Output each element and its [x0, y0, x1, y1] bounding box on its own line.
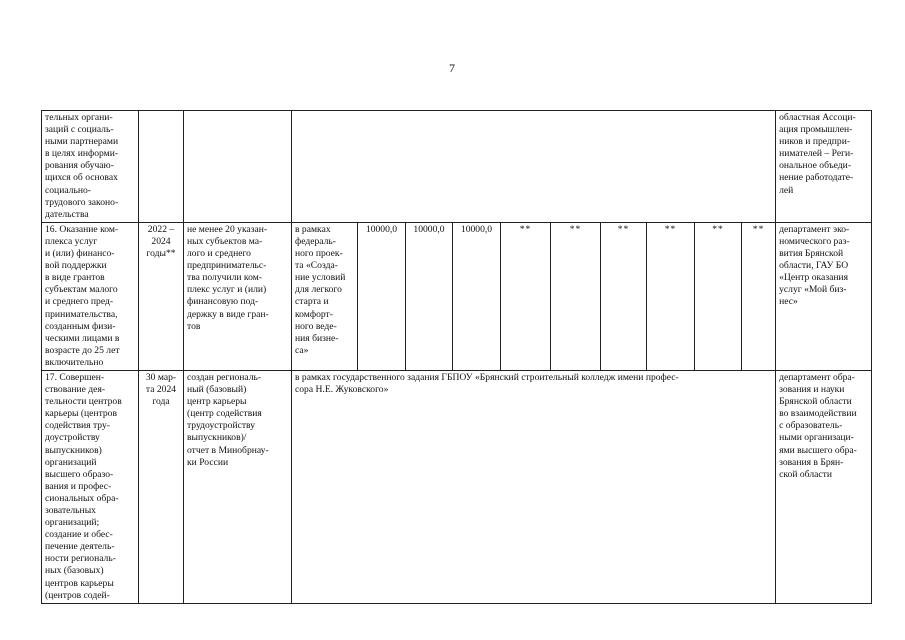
funding-value-cell: 10000,0 — [358, 222, 406, 370]
result-cell — [184, 111, 292, 223]
term-cell — [139, 111, 184, 223]
page-number: 7 — [449, 61, 455, 75]
funding-footnote-cell: ** — [695, 222, 742, 370]
measure-name-cell: тельных органи- заций с социаль- ными партнерами в целях информи- рования обучаю- щихся об основах социально- трудового законо- дательства — [42, 111, 139, 223]
term-cell: 2022 – 2024 годы** — [139, 222, 184, 370]
funding-footnote-cell: ** — [742, 222, 776, 370]
table-row — [42, 370, 872, 603]
responsible-cell: департамент эко- номического раз- вития Брянской области, ГАУ БО «Центр оказания услуг «Мой биз- нес» — [776, 222, 872, 370]
result-cell: создан региональ- ный (базовый) центр карьеры (центр содействия трудоустройству выпускников)/ отчет в Минобрнау- ки России — [184, 370, 292, 603]
source-cell — [292, 111, 776, 223]
funding-footnote-cell: ** — [601, 222, 647, 370]
measure-name-cell: 16. Оказание ком- плекса услуг и (или) финансо- вой поддержки в виде грантов субъектам малого и среднего пред- принимательства, созданным физи- ческими лицами в возрасте до 25 лет включительно — [42, 222, 139, 370]
funding-value-cell: 10000,0 — [453, 222, 501, 370]
table-row — [42, 111, 872, 223]
funding-value-cell: 10000,0 — [406, 222, 453, 370]
source-cell: в рамках государственного задания ГБПОУ «Брянский строительный колледж имени профес- сора Н.Е. Жуковского» — [292, 370, 776, 603]
funding-footnote-cell: ** — [551, 222, 601, 370]
funding-footnote-cell: ** — [647, 222, 695, 370]
funding-footnote-cell: ** — [501, 222, 551, 370]
responsible-cell: департамент обра- зования и науки Брянской области во взаимодействии с образователь- ными организаци- ями высшего обра- зования в Брян- ской области — [776, 370, 872, 603]
term-cell: 30 мар- та 2024 года — [139, 370, 184, 603]
table-row — [42, 222, 872, 370]
measures-table — [41, 110, 872, 604]
measure-name-cell: 17. Совершен- ствование дея- тельности центров карьеры (центров содействия тру- доустройству выпускников) организаций высшего образо- вания и профес- сиональных обра- зовательных организаций; создание и обес- печение деятель- ности региональ- ных (базовых) центров карьеры (центров содей- — [42, 370, 139, 603]
result-cell: не менее 20 указан- ных субъектов ма- лого и среднего предпринимательс- тва получили ком- плекс услуг и (или) финансовую под- держку в виде гран- тов — [184, 222, 292, 370]
responsible-cell: областная Ассоци- ация промышлен- ников и предпри- нимателей – Реги- ональное объеди- нение работодате- лей — [776, 111, 872, 223]
source-cell: в рамках федераль- ного проек- та «Созда- ние условий для легкого старта и комфорт- ного веде- ния бизне- са» — [292, 222, 358, 370]
